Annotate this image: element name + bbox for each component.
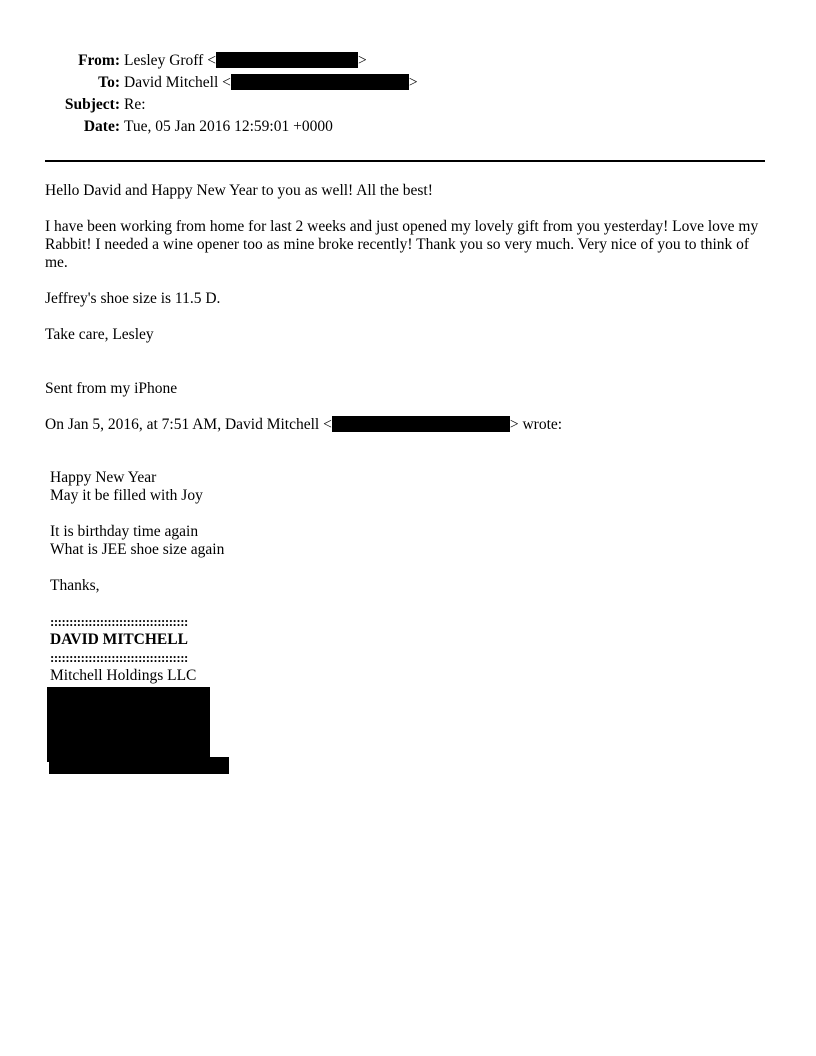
date-value: Tue, 05 Jan 2016 12:59:01 +0000 — [124, 118, 333, 135]
header-divider — [45, 160, 765, 162]
subject-label: Subject: — [64, 96, 120, 113]
reply-body — [45, 182, 767, 434]
quoted-thanks: Thanks, — [50, 577, 100, 594]
signature-name: DAVID MITCHELL — [50, 631, 188, 648]
subject-row — [0, 96, 816, 118]
quoted-line: What is JEE shoe size again — [50, 541, 225, 558]
redacted-signature-line — [49, 757, 229, 774]
email-header — [0, 52, 816, 140]
redacted-signature-block — [47, 687, 210, 762]
sent-from-line: Sent from my iPhone — [45, 380, 178, 397]
from-name: Lesley Groff — [124, 52, 204, 69]
quote-attribution — [45, 416, 767, 434]
quoted-message — [50, 469, 750, 685]
attribution-prefix: On Jan 5, 2016, at 7:51 AM, David Mitchell < — [45, 416, 332, 433]
subject-value: Re: — [124, 96, 146, 113]
redacted-email — [216, 52, 358, 68]
signature-divider-top: :::::::::::::::::::::::::::::::::::: — [50, 614, 188, 629]
signature-company: Mitchell Holdings LLC — [50, 667, 197, 684]
to-name: David Mitchell — [124, 74, 219, 91]
greeting-line: Hello David and Happy New Year to you as well! All the best! — [45, 182, 433, 199]
from-row — [0, 52, 816, 74]
date-label: Date: — [83, 118, 120, 135]
attribution-suffix: > wrote: — [509, 416, 563, 433]
quoted-line: It is birthday time again — [50, 523, 199, 540]
message-paragraph: I have been working from home for last 2 weeks and just opened my lovely gift from you yesterday! Love love my Rabbit! I needed a wine opener too as mine broke recently! Thank you so very much. Very nice of you to think of me. — [45, 218, 759, 271]
quoted-line: May it be filled with Joy — [50, 487, 203, 504]
from-label: From: — [78, 52, 120, 69]
quoted-line: Happy New Year — [50, 469, 157, 486]
to-row — [0, 74, 816, 96]
to-value: David Mitchell < > — [124, 74, 418, 91]
date-row — [0, 118, 816, 140]
shoe-size-line: Jeffrey's shoe size is 11.5 D. — [45, 290, 221, 307]
from-value: Lesley Groff < > — [124, 52, 367, 69]
redacted-email — [332, 416, 510, 432]
redacted-email — [231, 74, 409, 90]
signoff-line: Take care, Lesley — [45, 326, 154, 343]
signature-divider-bottom: :::::::::::::::::::::::::::::::::::: — [50, 650, 188, 665]
to-label: To: — [98, 74, 120, 91]
